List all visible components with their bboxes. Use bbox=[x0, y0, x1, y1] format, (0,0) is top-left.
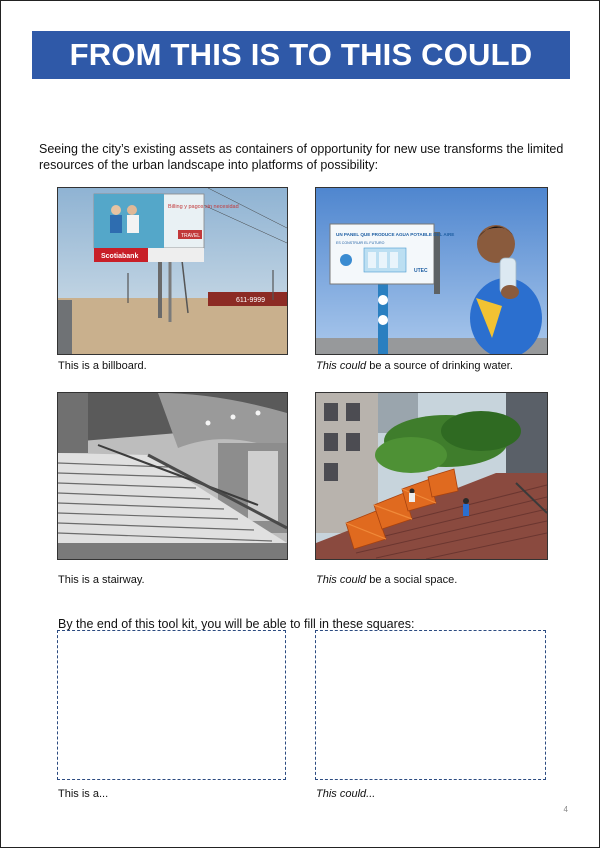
caption-stairway: This is a stairway. bbox=[58, 574, 145, 586]
caption-drinking-water bbox=[316, 360, 513, 372]
caption-italic: This could bbox=[316, 574, 367, 586]
caption-social-space bbox=[316, 574, 457, 586]
title-banner bbox=[32, 31, 570, 79]
caption-billboard: This is a billboard. bbox=[58, 360, 147, 372]
caption-italic: This could bbox=[316, 360, 367, 372]
bank-logo: Scotiabank bbox=[101, 253, 139, 260]
caption-italic: This could... bbox=[316, 788, 376, 800]
caption-this-is: This is a... bbox=[58, 788, 109, 800]
wall-number: 611-9999 bbox=[236, 297, 266, 304]
stairway-photo bbox=[57, 392, 288, 560]
water-billboard-scene bbox=[316, 188, 547, 354]
social-space-scene bbox=[316, 393, 547, 559]
stairway-scene bbox=[58, 393, 287, 559]
caption-rest: be a social space. bbox=[366, 574, 458, 586]
fill-in-square-this-is bbox=[57, 630, 286, 780]
water-billboard-photo bbox=[315, 187, 548, 355]
fill-in-square-this-could bbox=[315, 630, 546, 780]
billboard-badge: TRAVEL bbox=[181, 233, 201, 239]
intro-paragraph: Seeing the city’s existing assets as containers of opportunity for new use transforms the limited resources of the urban landscape into platforms of possibility: bbox=[39, 141, 564, 172]
page-title: FROM THIS IS TO THIS COULD bbox=[69, 37, 533, 72]
caption-rest: be a source of drinking water. bbox=[366, 360, 513, 372]
billboard-headline: Billing y pagos sin necesidad bbox=[168, 204, 239, 210]
fill-in-prompt: By the end of this tool kit, you will be able to fill in these squares: bbox=[58, 616, 415, 631]
water-billboard-brand: UTEC bbox=[414, 268, 428, 274]
billboard-photo bbox=[57, 187, 288, 355]
water-billboard-headline: UN PANEL QUE PRODUCE AGUA POTABLE DEL AIRE bbox=[336, 232, 455, 237]
billboard-scene bbox=[58, 188, 287, 354]
caption-this-could bbox=[316, 788, 375, 800]
social-space-photo bbox=[315, 392, 548, 560]
page-number: 4 bbox=[563, 805, 568, 814]
water-billboard-sub: ES CONSTRUIR EL FUTURO bbox=[336, 241, 385, 245]
